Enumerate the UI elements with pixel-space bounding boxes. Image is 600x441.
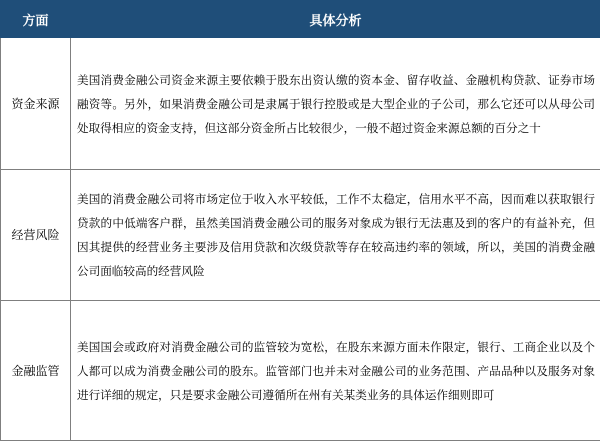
row-detail-funding: 美国消费金融公司资金来源主要依赖于股东出资认缴的资本金、留存收益、金融机构贷款、证券市场融资等。另外，如果消费金融公司是隶属于银行控股或是大型企业的子公司，那么它还可以从母公司处取得相应的资金支持，但这部分资金所占比较很少，一般不超过资金来源总额的百分之十 (71, 38, 600, 170)
header-detail: 具体分析 (71, 1, 600, 38)
table-row (1, 170, 600, 301)
table-row (1, 301, 600, 441)
header-aspect: 方面 (1, 1, 71, 38)
table-row (1, 38, 600, 170)
row-detail-regulation: 美国国会或政府对消费金融公司的监管较为宽松，在股东来源方面未作限定，银行、工商企业以及个人都可以成为消费金融公司的股东。监管部门也并未对金融公司的业务范围、产品品种以及服务对象进行详细的规定，只是要求金融公司遵循所在州有关某类业务的具体运作细则即可 (71, 301, 600, 441)
row-detail-risk: 美国的消费金融公司将市场定位于收入水平较低，工作不太稳定，信用水平不高，因而难以获取银行贷款的中低端客户群，虽然美国消费金融公司的服务对象成为银行无法惠及到的客户的有益补充，但因其提供的经营业务主要涉及信用贷款和次级贷款等存在较高违约率的领域，所以，美国的消费金融公司面临较高的经营风险 (71, 170, 600, 301)
table-header-row (1, 1, 600, 38)
row-aspect-funding: 资金来源 (1, 38, 71, 170)
row-aspect-regulation: 金融监管 (1, 301, 71, 441)
row-aspect-risk: 经营风险 (1, 170, 71, 301)
